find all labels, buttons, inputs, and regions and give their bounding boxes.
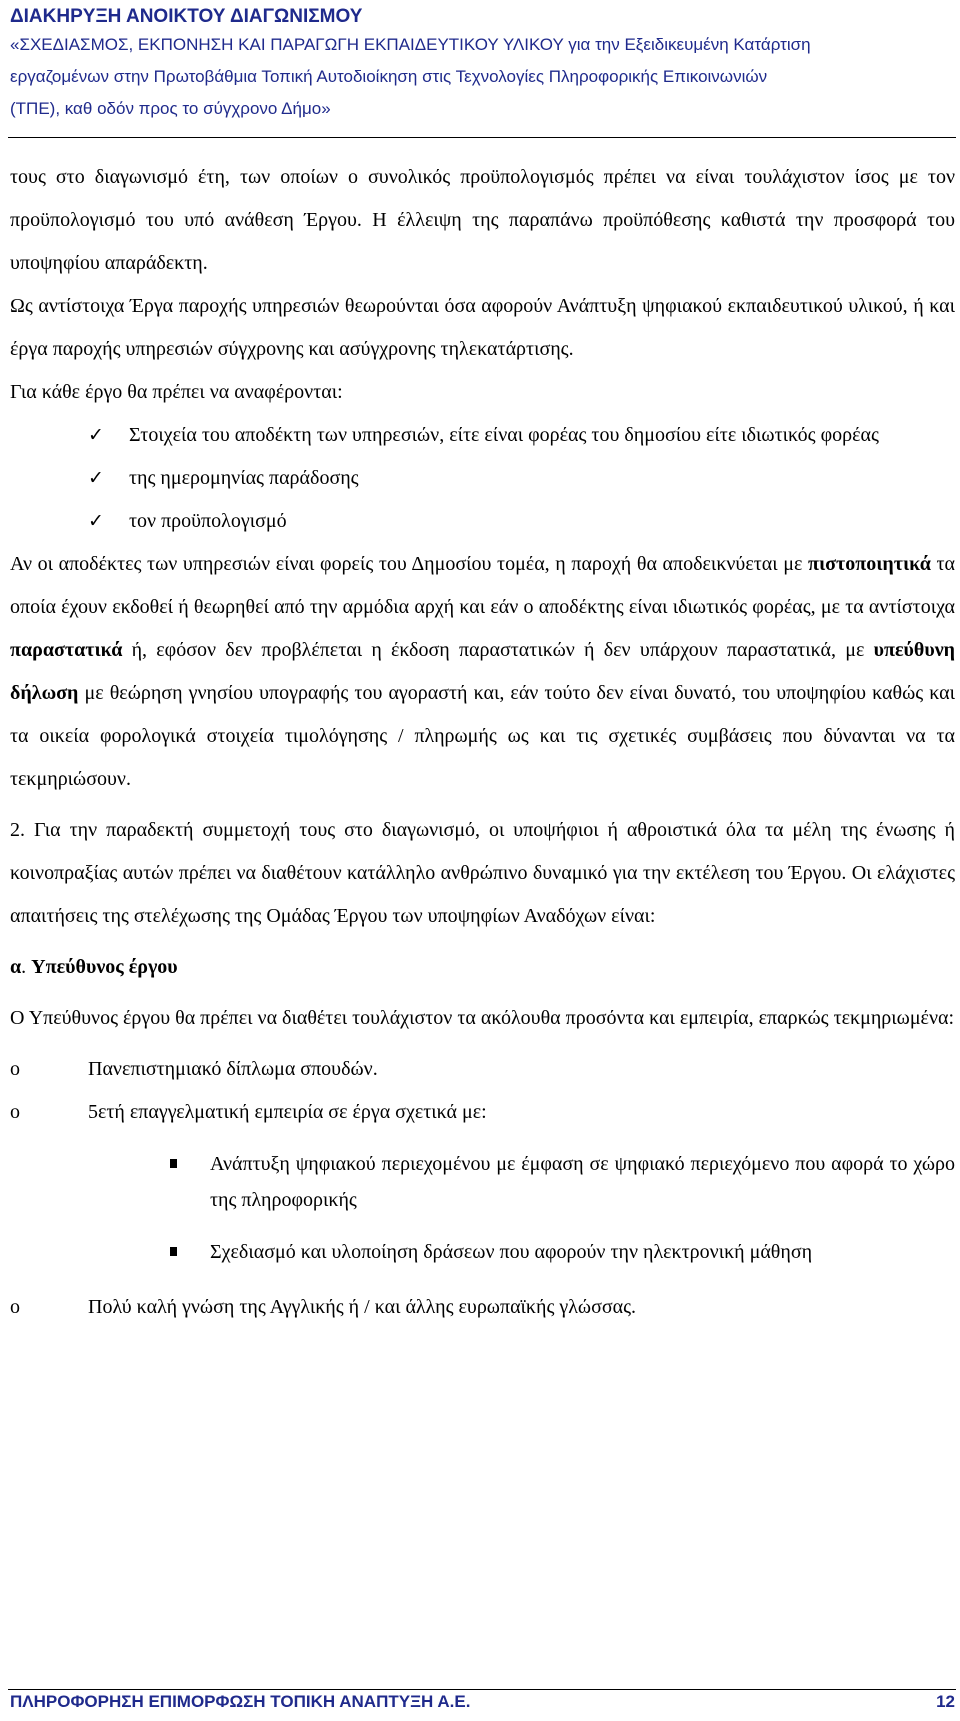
circle-bullet-icon: o bbox=[10, 1296, 20, 1318]
paragraph-proof-documents bbox=[10, 543, 955, 801]
page-header bbox=[10, 4, 955, 125]
footer-divider bbox=[8, 1689, 956, 1690]
square-bullet-icon bbox=[170, 1247, 177, 1256]
paragraph-project-details-intro: Για κάθε έργο θα πρέπει να αναφέρονται: bbox=[10, 381, 343, 403]
circle-bullet-icon: o bbox=[10, 1058, 20, 1080]
bullet-list-item bbox=[10, 1286, 955, 1329]
checkmark-icon: ✓ bbox=[88, 510, 104, 532]
sub-bullet-list-item-text: Σχεδιασμό και υλοποίηση δράσεων που αφορούν την ηλεκτρονική μάθηση bbox=[210, 1241, 813, 1263]
section-heading bbox=[10, 946, 955, 989]
proof-bold-receipts: παραστατικά bbox=[10, 639, 123, 661]
header-subtitle-line-3: (ΤΠΕ), καθ οδόν προς το σύγχρονο Δήμο» bbox=[10, 99, 331, 118]
paragraph-equivalent-projects: Ως αντίστοιχα Έργα παροχής υπηρεσιών θεωρούνται όσα αφορούν Ανάπτυξη ψηφιακού εκπαιδευτικού υλικού, ή και έργα παροχής υπηρεσιών σύγχρονης και ασύγχρονης τηλεκατάρτισης. bbox=[10, 295, 955, 360]
document-body bbox=[10, 156, 955, 1329]
footer-company-name: ΠΛΗΡΟΦΟΡΗΣΗ ΕΠΙΜΟΡΦΩΣΗ ΤΟΠΙΚΗ ΑΝΑΠΤΥΞΗ Α.Ε. bbox=[10, 1692, 471, 1711]
bullet-list-item-text: Πανεπιστημιακό δίπλωμα σπουδών. bbox=[88, 1058, 378, 1080]
bullet-list-item-text: Πολύ καλή γνώση της Αγγλικής ή / και άλλης ευρωπαϊκής γλώσσας. bbox=[88, 1296, 637, 1318]
proof-text-4: με θεώρηση γνησίου υπογραφής του αγοραστή και, εάν τούτο δεν είναι δυνατό, του υποψηφίου καθώς και τα οικεία φορολογικά στοιχεία τιμολόγησης / πληρωμής ως και τις σχετικές συμβάσεις που δύνανται να τα τεκμηριώσουν. bbox=[10, 682, 955, 790]
bullet-list-item-text: 5ετή επαγγελματική εμπειρία σε έργα σχετικά με: bbox=[88, 1101, 487, 1123]
bullet-list-item bbox=[10, 1091, 955, 1134]
sub-bullet-list-item bbox=[10, 1146, 955, 1218]
proof-text-2: τα οποία έχουν εκδοθεί ή θεωρηθεί από την αρμόδια αρχή και εάν ο αποδέκτης είναι ιδιωτικός φορέας, με τα αντίστοιχα bbox=[10, 553, 956, 618]
proof-text-1: Αν οι αποδέκτες των υπηρεσιών είναι φορείς του Δημοσίου τομέα, η παροχή θα αποδεικνύεται με bbox=[10, 553, 808, 575]
proof-text-3: ή, εφόσον δεν προβλέπεται η έκδοση παραστατικών ή δεν υπάρχουν παραστατικά, με bbox=[122, 639, 874, 661]
sub-bullet-list-item-text: Ανάπτυξη ψηφιακού περιεχομένου με έμφαση σε ψηφιακό περιεχόμενο που αφορά το χώρο της πληροφορικής bbox=[210, 1153, 955, 1211]
section-letter: α bbox=[10, 956, 22, 978]
checkmark-icon: ✓ bbox=[88, 424, 104, 446]
sub-bullet-list-item bbox=[10, 1234, 955, 1270]
page-footer bbox=[10, 1692, 955, 1712]
section-title: Υπεύθυνος έργου bbox=[31, 956, 178, 978]
section-dot: . bbox=[21, 956, 27, 978]
check-list-item bbox=[10, 414, 955, 457]
square-bullet-icon bbox=[170, 1159, 177, 1168]
proof-bold-solemn-declaration: υπεύθυνη δήλωση bbox=[10, 639, 955, 704]
check-list-item bbox=[10, 457, 955, 500]
header-title: ΔΙΑΚΗΡΥΞΗ ΑΝΟΙΚΤΟΥ ΔΙΑΓΩΝΙΣΜΟΥ bbox=[10, 6, 363, 27]
header-subtitle-line-1: «ΣΧΕΔΙΑΣΜΟΣ, ΕΚΠΟΝΗΣΗ ΚΑΙ ΠΑΡΑΓΩΓΗ ΕΚΠΑΙΔΕΥΤΙΚΟΥ ΥΛΙΚΟΥ για την Εξειδικευμένη Κατάρτιση bbox=[10, 35, 811, 54]
checkmark-icon: ✓ bbox=[88, 467, 104, 489]
check-list-item-text: τον προϋπολογισμό bbox=[129, 510, 287, 532]
paragraph-project-manager-qualifications: Ο Υπεύθυνος έργου θα πρέπει να διαθέτει τουλάχιστον τα ακόλουθα προσόντα και εμπειρία, επαρκώς τεκμηριωμένα: bbox=[10, 1007, 955, 1029]
check-list-item bbox=[10, 500, 955, 543]
check-list-item-text: της ημερομηνίας παράδοσης bbox=[129, 467, 359, 489]
check-list-item-text: Στοιχεία του αποδέκτη των υπηρεσιών, είτε είναι φορέας του δημοσίου είτε ιδιωτικός φορέας bbox=[129, 424, 879, 446]
paragraph-staffing-requirements: 2. Για την παραδεκτή συμμετοχή τους στο διαγωνισμό, οι υποψήφιοι ή αθροιστικά όλα τα μέλη της ένωσης ή κοινοπραξίας αυτών πρέπει να διαθέτουν κατάλληλο ανθρώπινο δυναμικό για την εκτέλεση του Έργου. Οι ελάχιστες απαιτήσεις της στελέχωσης της Ομάδας Έργου των υποψηφίων Αναδόχων είναι: bbox=[10, 819, 955, 927]
circle-bullet-icon: o bbox=[10, 1101, 20, 1123]
page-number: 12 bbox=[936, 1692, 955, 1711]
paragraph-requirements-budget: τους στο διαγωνισμό έτη, των οποίων ο συνολικός προϋπολογισμός πρέπει να είναι τουλάχιστον ίσος με τον προϋπολογισμό του υπό ανάθεση Έργου. Η έλλειψη της παραπάνω προϋπόθεσης καθιστά την προσφορά του υποψηφίου απαράδεκτη. bbox=[10, 166, 955, 274]
header-divider bbox=[8, 137, 956, 138]
proof-bold-certificates: πιστοποιητικά bbox=[807, 553, 931, 575]
header-subtitle-line-2: εργαζομένων στην Πρωτοβάθμια Τοπική Αυτοδιοίκηση στις Τεχνολογίες Πληροφορικής Επικοινωνιών bbox=[10, 67, 768, 86]
bullet-list-item bbox=[10, 1048, 955, 1091]
